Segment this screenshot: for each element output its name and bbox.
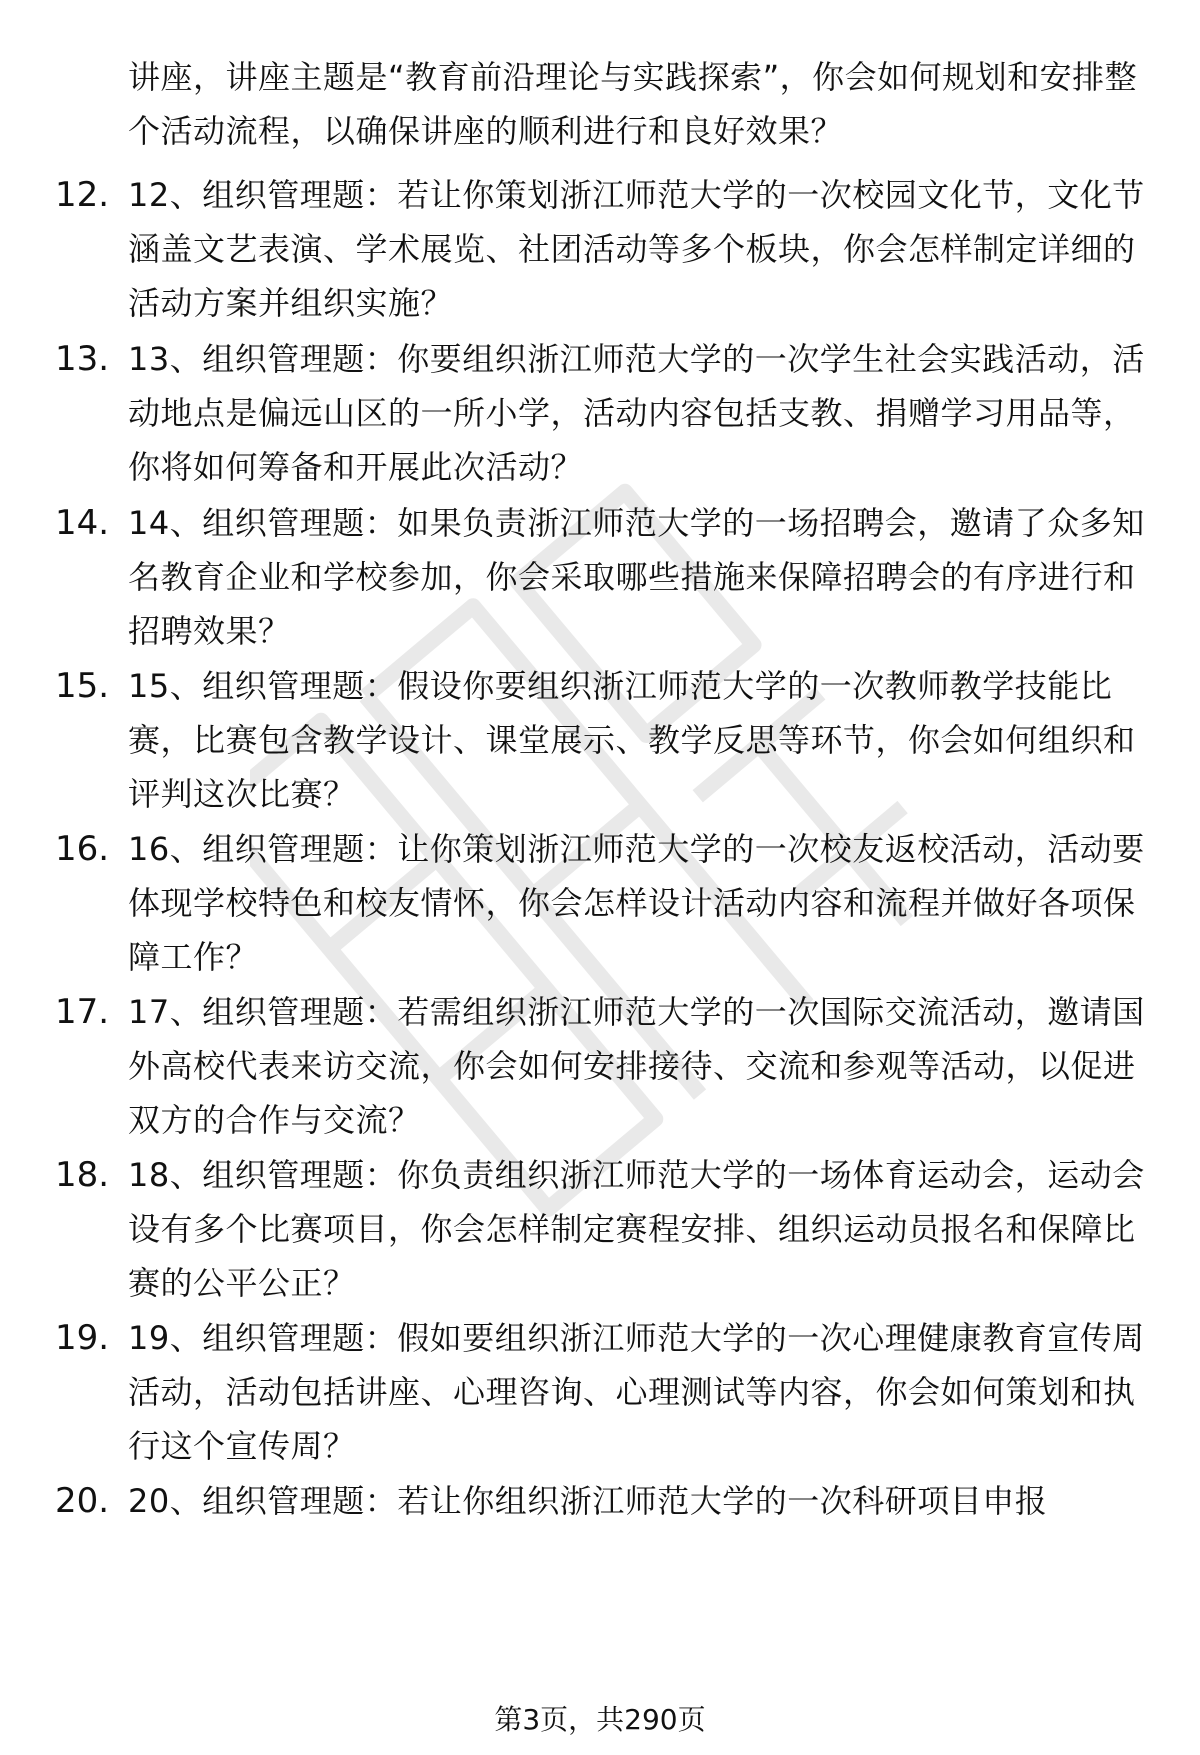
question-number: 15. [55, 666, 110, 706]
question-number: 17. [55, 992, 110, 1032]
question-text: 讲座，讲座主题是“教育前沿理论与实践探索”，你会如何规划和安排整个活动流程，以确保讲座的顺利进行和良好效果？ [128, 58, 1138, 150]
question-text: 14、组织管理题：如果负责浙江师范大学的一场招聘会，邀请了众多知名教育企业和学校参加，你会采取哪些措施来保障招聘会的有序进行和招聘效果？ [128, 504, 1145, 650]
question-text: 18、组织管理题：你负责组织浙江师范大学的一场体育运动会，运动会设有多个比赛项目，你会怎样制定赛程安排、组织运动员报名和保障比赛的公平公正？ [128, 1156, 1145, 1302]
page-footer: 第3页，共290页 [494, 1703, 706, 1736]
question-number: 13. [55, 339, 110, 379]
question-text: 16、组织管理题：让你策划浙江师范大学的一次校友返校活动，活动要体现学校特色和校友情怀，你会怎样设计活动内容和流程并做好各项保障工作？ [128, 830, 1145, 976]
question-text: 15、组织管理题：假设你要组织浙江师范大学的一次教师教学技能比赛，比赛包含教学设计、课堂展示、教学反思等环节，你会如何组织和评判这次比赛？ [128, 667, 1136, 813]
question-number: 20. [55, 1481, 110, 1521]
question-number: 18. [55, 1155, 110, 1195]
question-number: 12. [55, 175, 110, 215]
question-text: 20、组织管理题：若让你组织浙江师范大学的一次科研项目申报 [128, 1482, 1048, 1520]
question-text: 13、组织管理题：你要组织浙江师范大学的一次学生社会实践活动，活动地点是偏远山区的一所小学，活动内容包括支教、捐赠学习用品等，你将如何筹备和开展此次活动？ [128, 340, 1145, 486]
question-text: 12、组织管理题：若让你策划浙江师范大学的一次校园文化节，文化节涵盖文艺表演、学术展览、社团活动等多个板块，你会怎样制定详细的活动方案并组织实施？ [128, 176, 1145, 322]
question-text: 19、组织管理题：假如要组织浙江师范大学的一次心理健康教育宣传周活动，活动包括讲座、心理咨询、心理测试等内容，你会如何策划和执行这个宣传周？ [128, 1319, 1145, 1465]
question-number: 16. [55, 829, 110, 869]
question-number: 14. [55, 503, 110, 543]
question-number: 19. [55, 1318, 110, 1358]
question-text: 17、组织管理题：若需组织浙江师范大学的一次国际交流活动，邀请国外高校代表来访交流，你会如何安排接待、交流和参观等活动，以促进双方的合作与交流？ [128, 993, 1145, 1139]
